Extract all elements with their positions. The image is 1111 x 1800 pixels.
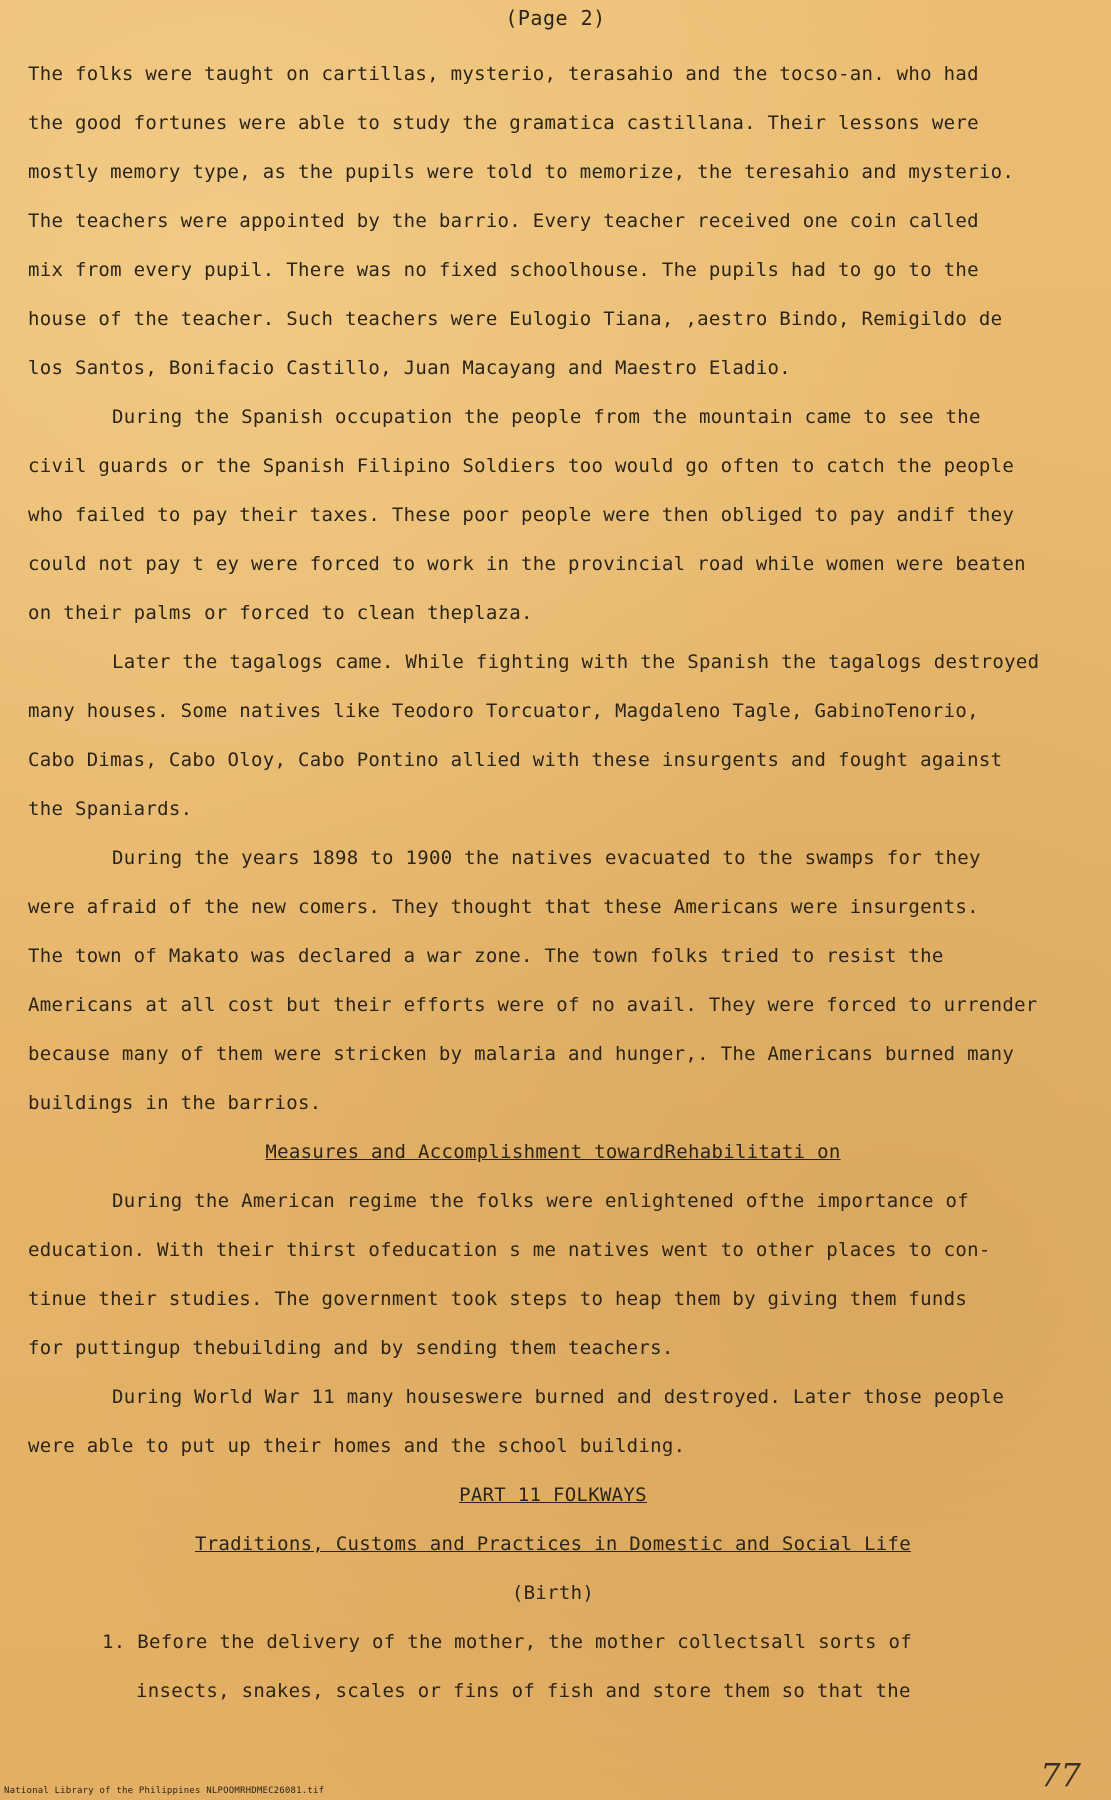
text-line: were able to put up their homes and the school building.: [28, 1435, 686, 1457]
list-item-1: [28, 1618, 1078, 1716]
page-number: (Page 2): [505, 6, 606, 30]
text-line: The teachers were appointed by the barrio. Every teacher received one coin called: [28, 210, 979, 232]
heading-text: Measures and Accomplishment towardRehabilitati on: [265, 1141, 841, 1163]
text-line: During World War 11 many houseswere burned and destroyed. Later those people: [112, 1386, 1005, 1408]
paragraph-tagalogs: [28, 638, 1078, 834]
section-heading-part-ii: [28, 1471, 1078, 1520]
text-line: civil guards or the Spanish Filipino Soldiers too would go often to catch the people: [28, 455, 1015, 477]
text-line: tinue their studies. The government took steps to heap them by giving them funds: [28, 1288, 968, 1310]
text-line: During the years 1898 to 1900 the natives evacuated to the swamps for they: [112, 847, 981, 869]
text-line: During the Spanish occupation the people from the mountain came to see the: [112, 406, 981, 428]
text-line: house of the teacher. Such teachers were Eulogio Tiana, ,aestro Bindo, Remigildo de: [28, 308, 1003, 330]
text-line: mostly memory type, as the pupils were told to memorize, the teresahio and mysterio.: [28, 161, 1015, 183]
text-line: the Spaniards.: [28, 798, 193, 820]
section-heading-rehabilitation: [28, 1128, 1078, 1177]
text-line: Later the tagalogs came. While fighting with the Spanish the tagalogs destroyed: [112, 651, 1040, 673]
text-line: buildings in the barrios.: [28, 1092, 322, 1114]
text-line: insects, snakes, scales or fins of fish and store them so that the: [136, 1680, 911, 1702]
text-line: many houses. Some natives like Teodoro Torcuator, Magdaleno Tagle, GabinoTenorio,: [28, 700, 979, 722]
section-heading-traditions: [28, 1520, 1078, 1569]
heading-text: (Birth): [511, 1582, 595, 1604]
heading-text: PART 11 FOLKWAYS: [459, 1484, 647, 1506]
paragraph-spanish-occupation: [28, 393, 1078, 638]
text-line: Americans at all cost but their efforts were of no avail. They were forced to urrender: [28, 994, 1038, 1016]
text-line: the good fortunes were able to study the gramatica castillana. Their lessons were: [28, 112, 979, 134]
text-line: los Santos, Bonifacio Castillo, Juan Macayang and Maestro Eladio.: [28, 357, 792, 379]
archive-footer: National Library of the Philippines NLPOOMRHDMEC26081.tif: [4, 1786, 325, 1796]
text-line: The folks were taught on cartillas, mysterio, terasahio and the tocso-an. who had: [28, 63, 979, 85]
text-line: for puttingup thebuilding and by sending them teachers.: [28, 1337, 674, 1359]
heading-text: Traditions, Customs and Practices in Domestic and Social Life: [194, 1533, 912, 1555]
text-line: who failed to pay their taxes. These poor people were then obliged to pay andif they: [28, 504, 1015, 526]
paragraph-schooling: [28, 50, 1078, 393]
paragraph-world-war: [28, 1373, 1078, 1471]
handwritten-page-number: 77: [1040, 1756, 1081, 1794]
text-line: mix from every pupil. There was no fixed schoolhouse. The pupils had to go to the: [28, 259, 979, 281]
subheading-birth: [28, 1569, 1078, 1618]
text-line: were afraid of the new comers. They thought that these Americans were insurgents.: [28, 896, 979, 918]
text-line: Cabo Dimas, Cabo Oloy, Cabo Pontino allied with these insurgents and fought against: [28, 749, 1003, 771]
text-line: because many of them were stricken by malaria and hunger,. The Americans burned many: [28, 1043, 1015, 1065]
paragraph-americans: [28, 834, 1078, 1128]
text-line: 1. Before the delivery of the mother, the mother collectsall sorts of: [102, 1631, 912, 1653]
document-body: [28, 50, 1078, 1716]
text-line: could not pay t ey were forced to work in the provincial road while women were beaten: [28, 553, 1026, 575]
paragraph-education: [28, 1177, 1078, 1373]
text-line: During the American regime the folks were enlightened ofthe importance of: [112, 1190, 969, 1212]
text-line: education. With their thirst ofeducation s me natives went to other places to con-: [28, 1239, 991, 1261]
text-line: on their palms or forced to clean theplaza.: [28, 602, 533, 624]
text-line: The town of Makato was declared a war zone. The town folks tried to resist the: [28, 945, 944, 967]
